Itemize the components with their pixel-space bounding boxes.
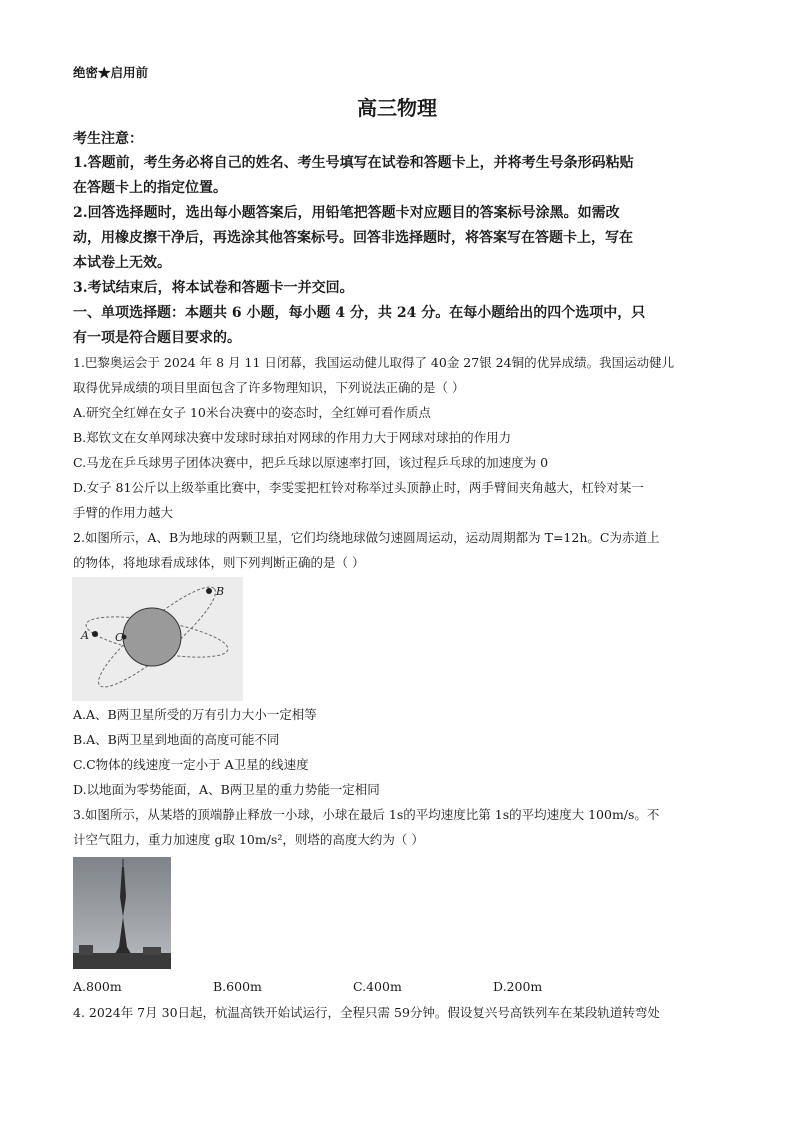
satellite-orbit-figure (72, 577, 243, 701)
q2-option-b: B.A、B两卫星到地面的高度可能不同 (73, 732, 280, 747)
label-a: A (81, 629, 89, 642)
q1-stem: 取得优异成绩的项目里面包含了许多物理知识，下列说法正确的是（ ） (73, 380, 465, 395)
notice-line: 1.答题前，考生务必将自己的姓名、考生号填写在试卷和答题卡上，并将考生号条形码粘贴 (73, 155, 634, 171)
notice-line: 在答题卡上的指定位置。 (73, 180, 227, 196)
notice-line: 动，用橡皮擦干净后，再选涂其他答案标号。回答非选择题时，将答案写在答题卡上，写在 (73, 230, 633, 246)
q1-option-c: C.马龙在乒乓球男子团体决赛中，把乒乓球以原速率打回，该过程乒乓球的加速度为 0 (73, 455, 549, 470)
confidential-label: 绝密★启用前 (73, 65, 149, 80)
q3-option-d: D.200m (493, 979, 543, 994)
q3-option-b: B.600m (213, 979, 262, 994)
q1-option-d-cont: 手臂的作用力越大 (73, 505, 174, 520)
q2-option-a: A.A、B两卫星所受的万有引力大小一定相等 (73, 707, 317, 722)
q1-stem: 1.巴黎奥运会于 2024 年 8 月 11 日闭幕，我国运动健儿取得了 40金 27银 24铜的优异成绩。我国运动健儿 (73, 355, 675, 370)
section-heading: 有一项是符合题目要求的。 (73, 330, 241, 346)
label-b: B (216, 585, 225, 598)
notice-line: 2.回答选择题时，选出每小题答案后，用铅笔把答题卡对应题目的答案标号涂黑。如需改 (73, 205, 620, 221)
q3-option-c: C.400m (353, 979, 402, 994)
q3-stem: 3.如图所示，从某塔的顶端静止释放一小球，小球在最后 1s的平均速度比第 1s的平均速度大 100m/s。不 (73, 807, 660, 822)
page-title: 高三物理 (357, 96, 437, 120)
q1-option-a: A.研究全红婵在女子 10米台决赛中的姿态时，全红婵可看作质点 (73, 405, 431, 420)
notice-line: 本试卷上无效。 (73, 255, 171, 271)
q4-stem: 4. 2024年 7月 30日起，杭温高铁开始试运行，全程只需 59分钟。假设复兴号高铁列车在某段轨道转弯处 (73, 1005, 660, 1020)
q2-option-d: D.以地面为零势能面，A、B两卫星的重力势能一定相同 (73, 782, 380, 797)
q2-option-c: C.C物体的线速度一定小于 A卫星的线速度 (73, 757, 309, 772)
q2-stem: 的物体，将地球看成球体，则下列判断正确的是（ ） (73, 555, 365, 570)
q3-option-a: A.800m (73, 979, 122, 994)
q3-stem: 计空气阻力，重力加速度 g取 10m/s²，则塔的高度大约为（ ） (73, 832, 424, 847)
notice-heading: 考生注意： (73, 131, 143, 147)
q1-option-d: D.女子 81公斤以上级举重比赛中，李雯雯把杠铃对称举过头顶静止时，两手臂间夹角越大，杠铃对某一 (73, 480, 644, 495)
label-c: C (115, 631, 124, 644)
tower-photo (73, 857, 171, 969)
notice-line: 3.考试结束后，将本试卷和答题卡一并交回。 (73, 280, 354, 296)
section-heading: 一、单项选择题：本题共 6 小题，每小题 4 分，共 24 分。在每小题给出的四个选项中，只 (73, 305, 646, 321)
q2-stem: 2.如图所示，A、B为地球的两颗卫星，它们均绕地球做匀速圆周运动，运动周期都为 T=12h。C为赤道上 (73, 530, 660, 545)
q1-option-b: B.郑钦文在女单网球决赛中发球时球拍对网球的作用力大于网球对球拍的作用力 (73, 430, 512, 445)
